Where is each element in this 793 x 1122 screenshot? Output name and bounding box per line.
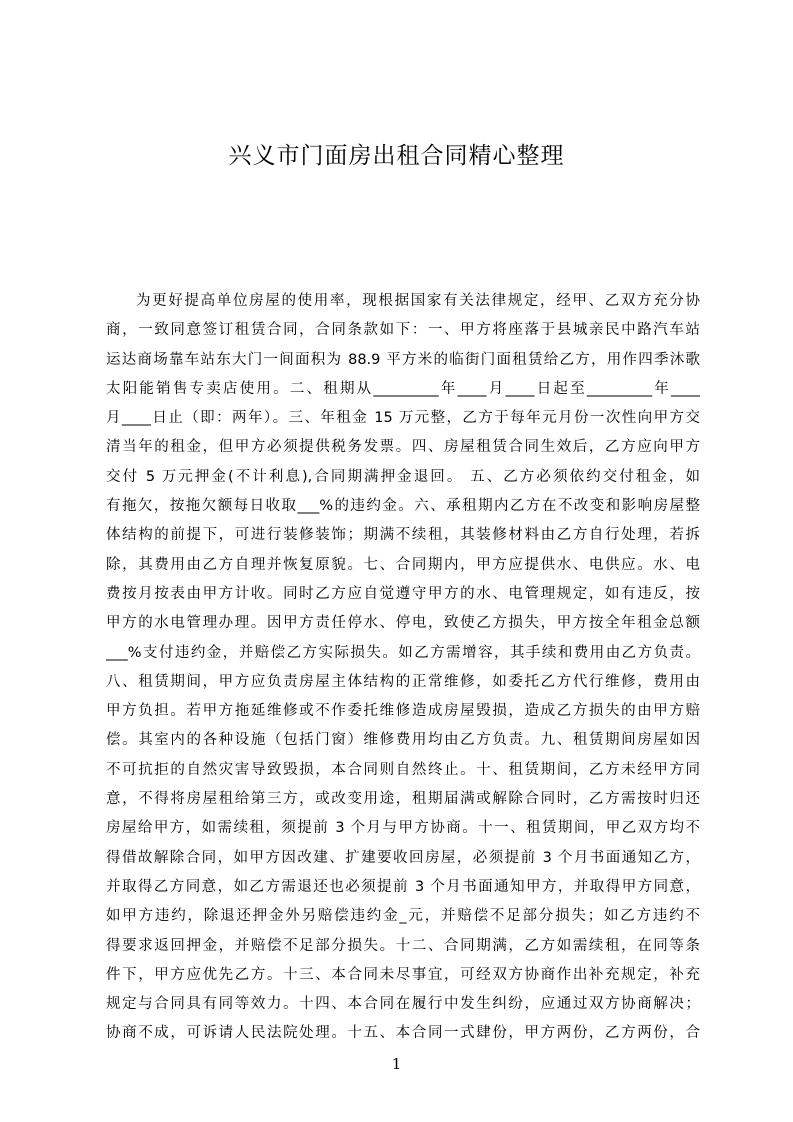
body-line: 甲方的水电管理办理。因甲方责任停水、停电，致使乙方损失，甲方按全年租金总额 <box>106 615 700 632</box>
body-line: 房屋给甲方，如需续租，须提前 3 个月与甲方协商。十一、租赁期间，甲乙双方均不 <box>106 820 700 837</box>
body-line: 体结构的前提下，可进行装修装饰；期满不续租，其装修材料由乙方自行处理，若拆 <box>106 527 700 544</box>
body-line: 商，一致同意签订租赁合同，合同条款如下：一、甲方将座落于县城亲民中路汽车站 <box>106 322 700 339</box>
body-line: 甲方负担。若甲方拖延维修或不作委托维修造成房屋毁损，造成乙方损失的由甲方赔 <box>106 703 700 720</box>
body-line: 如甲方违约，除退还押金外另赔偿违约金_元，并赔偿不足部分损失；如乙方违约不 <box>106 908 700 925</box>
body-line: 除，其费用由乙方自理并恢复原貌。七、合同期内，甲方应提供水、电供应。水、电 <box>106 556 700 573</box>
body-line: 规定与合同具有同等效力。十四、本合同在履行中发生纠纷，应通过双方协商解决； <box>106 996 700 1013</box>
body-line: 件下，甲方应优先乙方。十三、本合同未尽事宜，可经双方协商作出补充规定，补充 <box>106 966 700 983</box>
document-body <box>106 287 700 1049</box>
body-line: 太阳能销售专卖店使用。二、租期从_________年____月____日起至_________年____ <box>106 380 700 397</box>
body-line: 交付 5 万元押金(不计利息),合同期满押金退回。 五、乙方必须依约交付租金，如 <box>106 468 700 485</box>
body-line: 月____日止（即：两年）。三、年租金 15 万元整，乙方于每年元月份一次性向甲方交 <box>106 410 700 427</box>
body-line: 得借故解除合同，如甲方因改建、扩建要收回房屋，必须提前 3 个月书面通知乙方， <box>106 849 700 866</box>
body-line: 不可抗拒的自然灾害导致毁损，本合同则自然终止。十、租赁期间，乙方未经甲方同 <box>106 761 700 778</box>
body-line: 清当年的租金，但甲方必须提供税务发票。四、房屋租赁合同生效后，乙方应向甲方 <box>106 439 700 456</box>
body-line: 并取得乙方同意，如乙方需退还也必须提前 3 个月书面通知甲方，并取得甲方同意， <box>106 878 700 895</box>
body-line: 有拖欠，按拖欠额每日收取___%的违约金。六、承租期内乙方在不改变和影响房屋整 <box>106 498 700 515</box>
body-line: 意，不得将房屋租给第三方，或改变用途，租期届满或解除合同时，乙方需按时归还 <box>106 791 700 808</box>
page-number: 1 <box>391 1055 402 1073</box>
body-line: 八、租赁期间，甲方应负责房屋主体结构的正常维修，如委托乙方代行维修，费用由 <box>106 673 700 690</box>
body-line: 协商不成，可诉请人民法院处理。十五、本合同一式肆份，甲方两份，乙方两份，合 <box>106 1025 700 1042</box>
body-line: ___%支付违约金，并赔偿乙方实际损失。如乙方需增容，其手续和费用由乙方负责。 <box>106 644 700 661</box>
body-line: 费按月按表由甲方计收。同时乙方应自觉遵守甲方的水、电管理规定，如有违反，按 <box>106 585 700 602</box>
body-line: 得要求返回押金，并赔偿不足部分损失。十二、合同期满，乙方如需续租，在同等条 <box>106 937 700 954</box>
body-line: 偿。其室内的各种设施（包括门窗）维修费用均由乙方负责。九、租赁期间房屋如因 <box>106 732 700 749</box>
document-title: 兴义市门面房出租合同精心整理 <box>228 143 565 169</box>
body-line: 运达商场靠车站东大门一间面积为 88.9 平方米的临街门面租赁给乙方，用作四季沐歌 <box>106 351 700 368</box>
body-line: 为更好提高单位房屋的使用率，现根据国家有关法律规定，经甲、乙双方充分协 <box>136 293 700 309</box>
